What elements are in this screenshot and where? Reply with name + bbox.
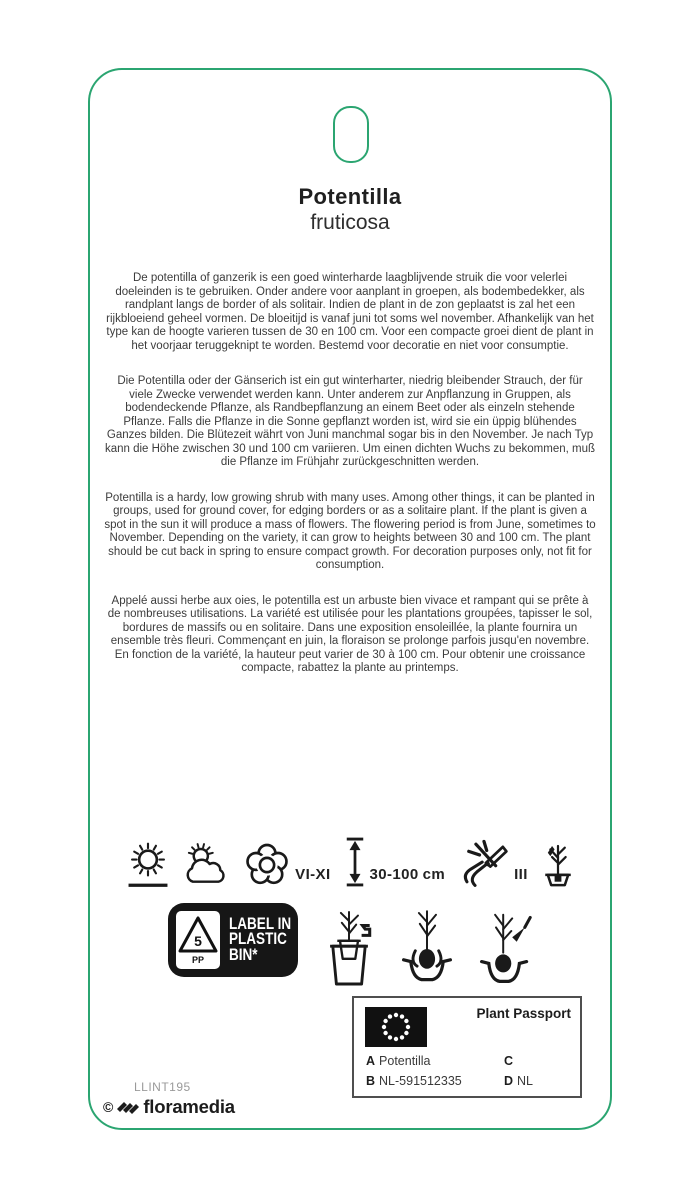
- pruning-shears-icon: [458, 838, 510, 888]
- care-icons-row: [90, 826, 610, 890]
- resin-material-code: PP: [191, 955, 205, 965]
- hanger-hole-cutout: [333, 106, 369, 163]
- flowering-months-label: VI-XI: [295, 866, 331, 883]
- brand-name: floramedia: [143, 1096, 235, 1117]
- badge-line-1: LABEL IN: [229, 914, 292, 933]
- passport-b-value: NL-591512335: [379, 1074, 462, 1088]
- height-range-label: 30-100: [369, 866, 419, 883]
- height-unit-group: [344, 834, 446, 890]
- description-text-block: [104, 272, 596, 698]
- eu-flag-icon: [365, 1007, 427, 1047]
- flower-icon: [243, 841, 291, 889]
- passport-a-label: A: [366, 1054, 376, 1068]
- passport-d-value: NL: [517, 1074, 534, 1088]
- instructions-row: [90, 903, 610, 991]
- resin-code-number: 5: [194, 933, 202, 949]
- badge-line-2: PLASTIC: [229, 930, 287, 949]
- flowering-period-unit: [243, 841, 330, 890]
- copyright-icon: ©: [103, 1099, 114, 1115]
- paragraph-french: Appelé aussi herbe aux oies, le potentilla est un arbuste bien vivace et rampant qui se prête à de nombreuses utilisations. La variété est utilisée pour les plantations groupées, tapisser le sol, bordures de massifs ou en solitaire. Dans une exposition ensoleillée, la plante fournira un ensemble très fleuri. Commençant en juin, la floraison se prolonge parfois jusqu'en novembre. En fonction de la variété, la hauteur peut varier de 30 à 100 cm. Pour obtenir une croissance compacte, rabattez la plante au printemps.: [107, 594, 593, 674]
- passport-d-label: D: [504, 1074, 514, 1088]
- genus-title: Potentilla: [298, 184, 402, 209]
- height-arrow-icon: [344, 834, 366, 890]
- passport-row-d: [504, 1074, 533, 1088]
- passport-title: Plant Passport: [476, 1006, 571, 1021]
- root-ball-in-hole-icon: [400, 907, 454, 991]
- full-sun-icon: [125, 838, 171, 890]
- recycle-pp5-icon: [176, 911, 220, 969]
- species-subtitle: fruticosa: [310, 211, 390, 234]
- print-code: LLINT195: [134, 1080, 191, 1094]
- plant-with-trowel-icon: [478, 907, 532, 991]
- passport-a-value: Potentilla: [379, 1054, 431, 1068]
- paragraph-english: Potentilla is a hardy, low growing shrub with many uses. Among other things, it can be planted in groups, used for ground cover, for edging borders or as a solitaire plant. If the plant is given a spot in the sun it will produce a mass of flowers. The flowering period is from June, sometimes to November. Depending on the variety, it can grow to heights between 30 and 100 cm. The plant should be cut back in spring to ensure compact growth. For decoration purposes only, not fit for consumption.: [104, 491, 596, 571]
- recycle-badge-text: [229, 914, 305, 964]
- passport-b-label: B: [366, 1074, 376, 1088]
- partial-shade-icon: [184, 841, 230, 887]
- pruning-month-label: III: [514, 866, 528, 883]
- paragraph-dutch: De potentilla of ganzerik is een goed winterharde laagblijvende struik die voor velerlei doeleinden is te gebruiken. Onder andere voor aanplant in groepen, als bodembedekker, als randplant langs de border of als solitair. Indien de plant in de zon geplaatst is zal het een rijkbloeiend geheel vormen. De bloeitijd is vanaf juni tot soms wel november. Afhankelijk van het type kan de hoogte varieren tussen de 30 en 100 cm. Voor een compacte groei dient de plant in het voorjaar teruggeknipt te worden. Bestemd voor decoratie en niet voor consumptie.: [106, 272, 594, 352]
- badge-line-3: BIN*: [229, 945, 258, 964]
- soak-pot-icon: [322, 905, 376, 991]
- plant-passport-box: [352, 996, 582, 1098]
- passport-row-c: [504, 1054, 517, 1068]
- floramedia-logo: [103, 1096, 235, 1118]
- passport-c-label: C: [504, 1054, 514, 1068]
- recycle-badge: [168, 903, 298, 977]
- plant-name-block: [90, 184, 610, 235]
- passport-row-a: [366, 1054, 430, 1068]
- passport-row-b: [366, 1074, 462, 1088]
- height-unit-label: cm: [422, 866, 446, 883]
- leaf-logo-icon: [116, 1099, 140, 1115]
- plant-in-soil-icon: [541, 837, 575, 889]
- pruning-unit: [458, 838, 528, 890]
- label-card: [88, 68, 612, 1130]
- paragraph-german: Die Potentilla oder der Gänserich ist ein gut winterharter, niedrig bleibender Strauch, der für viele Zwecke verwendet werden kann. Unter anderem zur Anpflanzung in Gruppen, als bodendeckende Pflanze, als Randbepflanzung an einem Beet oder als einzeln stehende Pflanze. Falls die Pflanze in die Sonne gepflanzt worden ist, wird sie ein üppig blühendes Ganzes bilden. Die Blütezeit währt von Juni manchmal sogar bis in den November. Je nach Typ kann die Höhe zwischen 30 und 100 cm variieren. Um einen dichten Wuchs zu bekommen, muß die Pflanze im Frühjahr zurückgeschnitten werden.: [104, 375, 596, 468]
